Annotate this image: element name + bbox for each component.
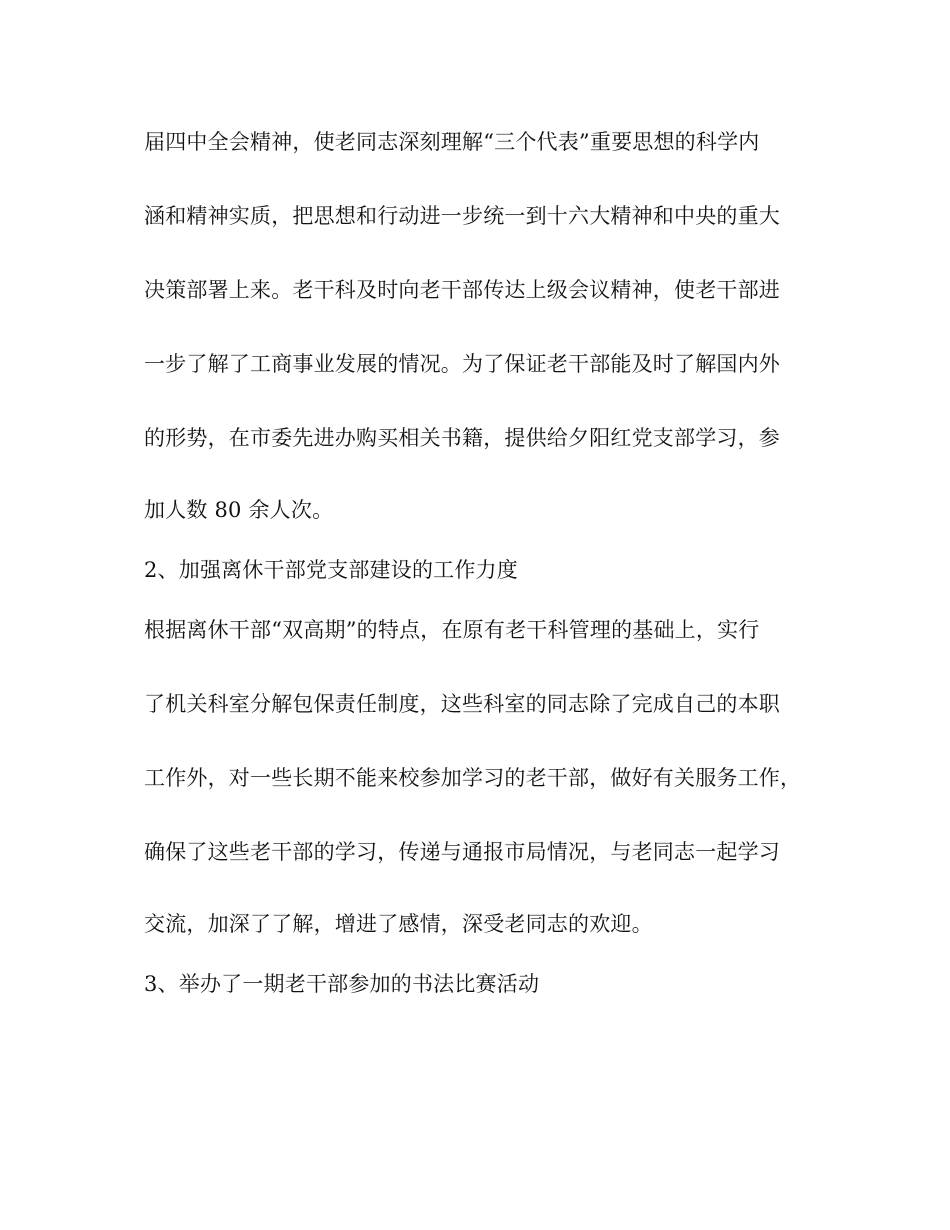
body-text-line: 决策部署上来。老干科及时向老干部传达上级会议精神，使老干部进 <box>144 278 780 302</box>
body-text-line: 确保了这些老干部的学习，传递与通报市局情况，与老同志一起学习 <box>144 840 780 864</box>
body-text-line: 的形势，在市委先进办购买相关书籍，提供给夕阳红党支部学习，参 <box>144 426 780 450</box>
section-heading: 3、举办了一期老干部参加的书法比赛活动 <box>144 972 540 996</box>
body-text-line: 涵和精神实质，把思想和行动进一步统一到十六大精神和中央的重大 <box>144 204 780 228</box>
body-text-line: 加人数 80 余人次。 <box>144 498 334 522</box>
body-text-line: 届四中全会精神，使老同志深刻理解“三个代表”重要思想的科学内 <box>144 130 760 154</box>
body-text-line: 一步了解了工商事业发展的情况。为了保证老干部能及时了解国内外 <box>144 352 780 376</box>
body-text-line: 根据离休干部“双高期”的特点，在原有老干科管理的基础上，实行 <box>144 618 760 642</box>
body-text-line: 工作外，对一些长期不能来校参加学习的老干部，做好有关服务工作， <box>144 766 802 790</box>
section-heading: 2、加强离休干部党支部建设的工作力度 <box>144 558 518 582</box>
body-text-line: 了机关科室分解包保责任制度，这些科室的同志除了完成自己的本职 <box>144 692 780 716</box>
body-text-line: 交流，加深了了解，增进了感情，深受老同志的欢迎。 <box>144 912 653 936</box>
